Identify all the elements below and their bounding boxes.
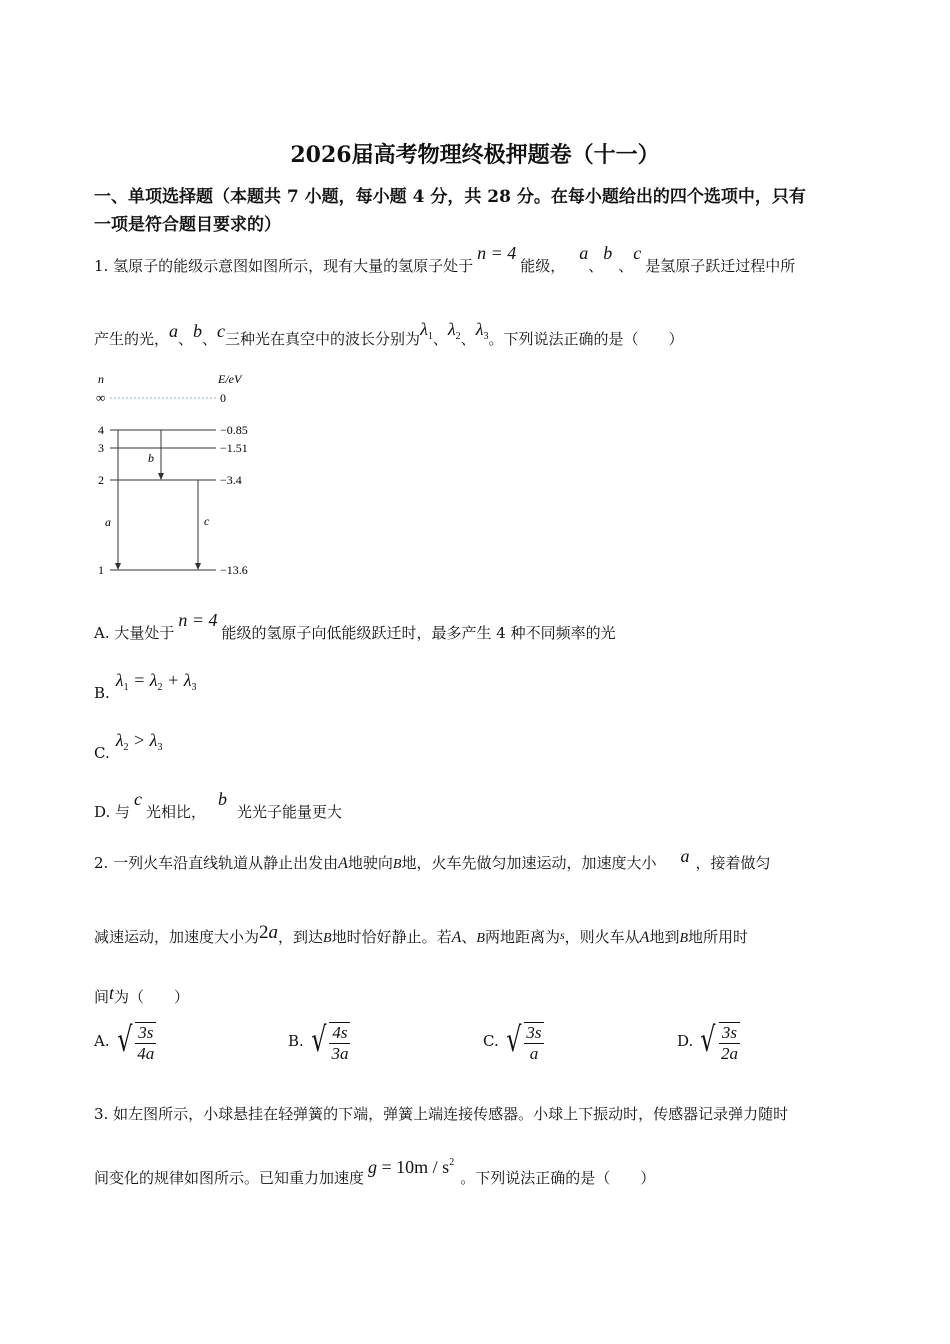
option-c-formula: $\lambda_2 > \lambda_3$ (115, 730, 163, 753)
arrow-label-c: c (204, 514, 210, 528)
n-equals-4-math: n = 4 (477, 243, 517, 263)
sqrt-expression-a: √ $\frac{3s}{4a}$ (116, 1020, 155, 1063)
level-e-inf: 0 (220, 391, 226, 405)
page-title: 2026届高考物理终极押题卷（十一） (290, 142, 660, 168)
q1-stem-line2: 产生的光，a、b、c三种光在真空中的波长分别为$\lambda_1$、$\lambda_2$、$\lambda_3$。下列说法正确的是（ ） (94, 319, 684, 348)
q2-stem-line1: 2. 一列火车沿直线轨道从静止出发由A地驶向B地，火车先做匀加速运动，加速度大小 a ，接着做匀 (94, 846, 771, 872)
section-heading-line2: 一项是符合题目要求的） (94, 215, 281, 235)
level-e-1: −13.6 (220, 563, 248, 577)
section-heading-line1: 一、单项选择题（本题共 7 小题，每小题 4 分，共 28 分。在每小题给出的四个选项中，只有 (94, 187, 806, 207)
arrow-label-a: a (105, 515, 111, 529)
q2-option-a: A. √ $\frac{3s}{4a}$ (94, 1020, 155, 1063)
sqrt-expression-c: √ $\frac{3s}{a}$ (505, 1020, 542, 1063)
q1-stem-line1: 1. 氢原子的能级示意图如图所示，现有大量的氢原子处于n = 4能级，a、b、c是氢原子跃迁过程中所 (94, 243, 796, 275)
q2-option-d: D. √ $\frac{3s}{2a}$ (677, 1020, 738, 1063)
level-n-2: 2 (98, 473, 104, 487)
level-n-3: 3 (98, 441, 104, 455)
lambda1-math: $\lambda_1$ (420, 319, 433, 342)
n-axis-label: n (98, 372, 104, 386)
level-n-4: 4 (98, 423, 104, 437)
q2-option-b: B. √ $\frac{4s}{3a}$ (288, 1020, 349, 1063)
sqrt-expression-b: √ $\frac{4s}{3a}$ (311, 1020, 349, 1063)
q2-stem-line3: 间t为（ ） (94, 983, 190, 1006)
q1-option-b: $B.\lambda_1 = \lambda_2 + \lambda_3$ (94, 670, 197, 702)
sqrt-expression-d: √ $\frac{3s}{2a}$ (700, 1020, 738, 1063)
lambda3-math: $\lambda_3$ (475, 319, 489, 342)
q3-stem-line2: 间变化的规律如图所示。已知重力加速度$g = 10m / s^2$。下列说法正确的是（ ） (94, 1157, 656, 1187)
energy-axis-label: E/eV (218, 372, 242, 386)
q1-option-c: $C.\lambda_2 > \lambda_3$ (94, 730, 163, 762)
level-e-4: −0.85 (220, 423, 248, 437)
level-n-1: 1 (98, 563, 104, 577)
q1-option-d: D. 与c光相比，b光光子能量更大 (94, 789, 343, 821)
level-n-inf: ∞ (96, 390, 106, 405)
level-e-2: −3.4 (220, 473, 242, 487)
arrow-label-b: b (148, 451, 154, 465)
option-b-formula: $\lambda_1 = \lambda_2 + \lambda_3$ (115, 670, 197, 693)
level-e-3: −1.51 (220, 441, 248, 455)
gravity-formula: $g = 10m / s^2$ (368, 1157, 455, 1177)
q3-stem-line1: 3. 如左图所示，小球悬挂在轻弹簧的下端，弹簧上端连接传感器。小球上下振动时，传感器记录弹力随时 (94, 1105, 789, 1123)
energy-level-diagram (90, 368, 270, 583)
q2-option-c: C. √ $\frac{3s}{a}$ (483, 1020, 542, 1063)
lambda2-math: $\lambda_2$ (447, 319, 461, 342)
q2-stem-line2: 减速运动，加速度大小为2a，到达B地时恰好静止。若A、B两地距离为$^s$，则火车从A地到B地所用时 (94, 922, 749, 946)
q1-option-a: A. 大量处于n = 4能级的氢原子向低能级跃迁时，最多产生 4 种不同频率的光 (94, 610, 616, 642)
